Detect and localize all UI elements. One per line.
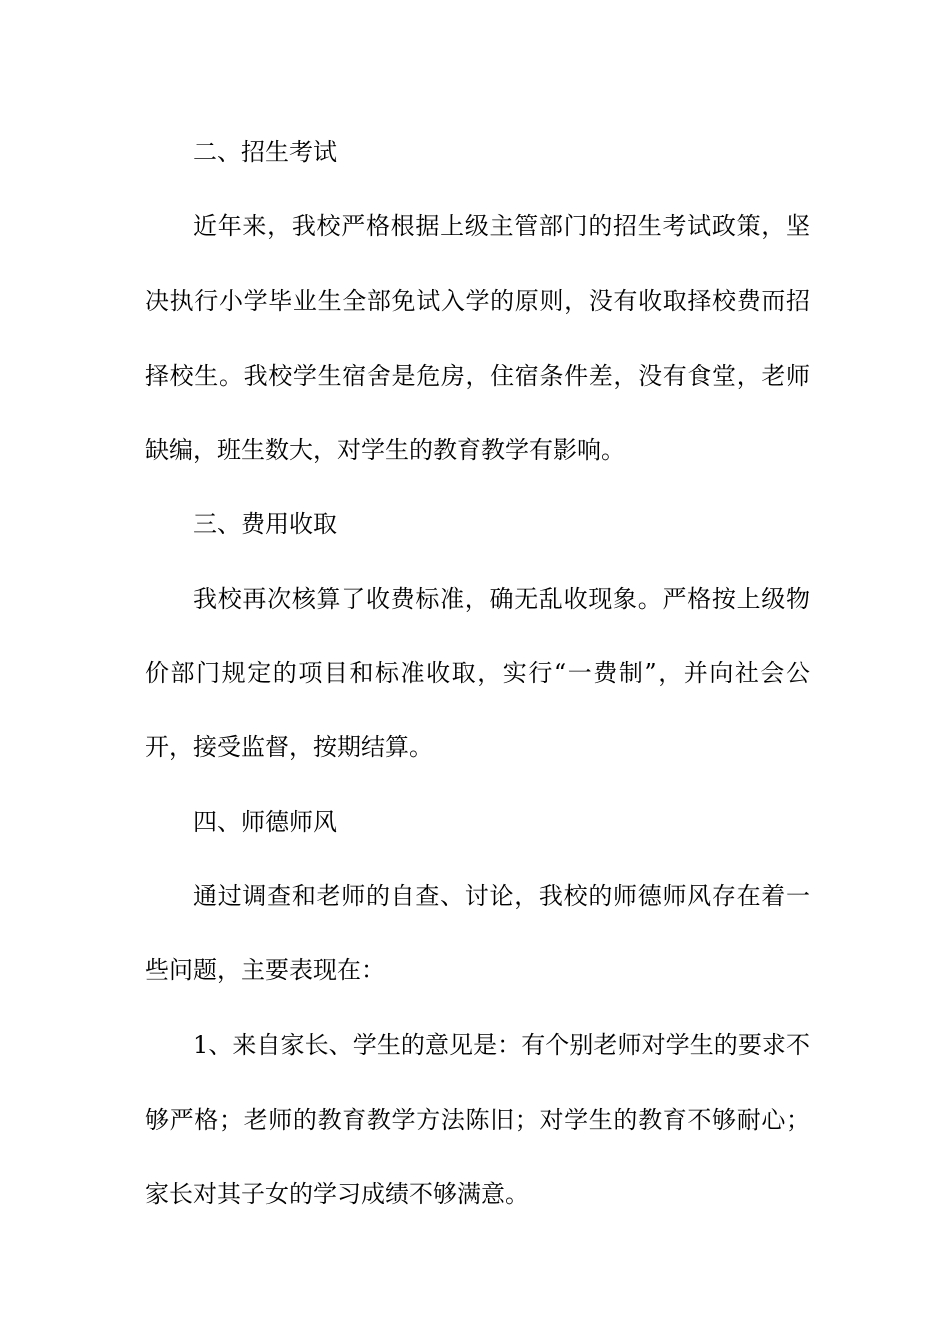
paragraph-line: 决执行小学毕业生全部免试入学的原则，没有收取择校费而招 bbox=[145, 287, 810, 315]
section-heading-ethics: 四、师德师风 bbox=[193, 808, 337, 836]
paragraph-line: 家长对其子女的学习成绩不够满意。 bbox=[145, 1180, 529, 1208]
paragraph-line: 我校再次核算了收费标准，确无乱收现象。严格按上级物 bbox=[193, 585, 810, 613]
paragraph-line: 择校生。我校学生宿舍是危房，住宿条件差，没有食堂，老师 bbox=[145, 362, 810, 390]
paragraph-line: 近年来，我校严格根据上级主管部门的招生考试政策，坚 bbox=[193, 212, 810, 240]
paragraph-line: 价部门规定的项目和标准收取，实行“一费制”，并向社会公 bbox=[145, 659, 810, 687]
section-heading-fees: 三、费用收取 bbox=[193, 510, 337, 538]
section-heading-enrollment: 二、招生考试 bbox=[193, 138, 337, 166]
paragraph-line: 1、来自家长、学生的意见是：有个别老师对学生的要求不 bbox=[193, 1031, 810, 1059]
paragraph-line: 够严格；老师的教育教学方法陈旧；对学生的教育不够耐心； bbox=[145, 1106, 810, 1134]
paragraph-line: 缺编，班生数大，对学生的教育教学有影响。 bbox=[145, 436, 625, 464]
paragraph-line: 些问题，主要表现在： bbox=[145, 956, 385, 984]
paragraph-line: 开，接受监督，按期结算。 bbox=[145, 733, 433, 761]
paragraph-line: 通过调查和老师的自查、讨论，我校的师德师风存在着一 bbox=[193, 882, 810, 910]
